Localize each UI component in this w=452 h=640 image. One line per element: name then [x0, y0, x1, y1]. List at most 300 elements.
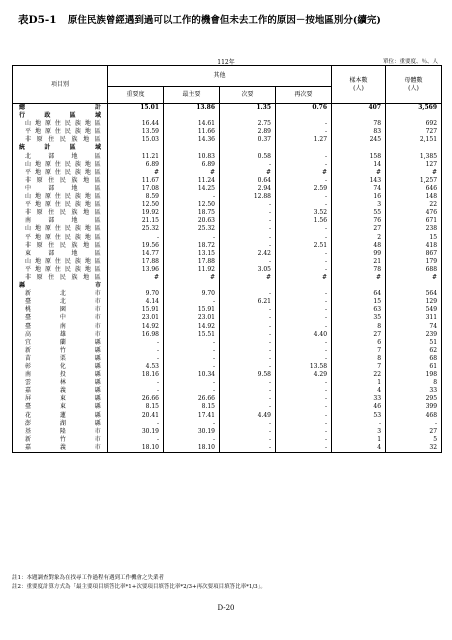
table-row: [13, 250, 442, 258]
row-label: 平地原住民族地區: [13, 169, 108, 177]
table-cell: -: [220, 339, 276, 347]
table-cell: #: [332, 169, 386, 177]
table-cell: 179: [386, 258, 442, 266]
table-cell: 11.24: [164, 177, 220, 185]
table-cell: [108, 282, 164, 290]
row-label: 嘉義縣: [13, 387, 108, 395]
table-cell: 295: [386, 395, 442, 403]
table-cell: 14.92: [108, 323, 164, 331]
table-cell: 8.59: [108, 193, 164, 201]
table-cell: 14.77: [108, 250, 164, 258]
table-cell: 18.16: [108, 371, 164, 379]
table-cell: #: [164, 274, 220, 282]
row-label: 澎湖縣: [13, 420, 108, 428]
table-cell: #: [108, 169, 164, 177]
table-row: [13, 112, 442, 120]
table-row: [13, 242, 442, 250]
table-row: [13, 323, 442, 331]
table-cell: 32: [386, 444, 442, 453]
row-label: 非原住民族地區: [13, 274, 108, 282]
table-cell: [332, 112, 386, 120]
table-cell: 12.50: [108, 201, 164, 209]
table-cell: 12.50: [164, 201, 220, 209]
table-cell: -: [276, 153, 332, 161]
table-cell: -: [220, 428, 276, 436]
table-cell: 18.72: [164, 242, 220, 250]
row-label: 南投縣: [13, 371, 108, 379]
unit-label: 單位：重要度、％、人: [382, 59, 438, 65]
table-cell: 15.01: [108, 104, 164, 113]
table-cell: 143: [332, 177, 386, 185]
table-cell: 4.49: [220, 412, 276, 420]
table-cell: -: [276, 420, 332, 428]
table-cell: -: [220, 444, 276, 453]
table-cell: 14.61: [164, 120, 220, 128]
table-cell: 1,257: [386, 177, 442, 185]
table-cell: 688: [386, 266, 442, 274]
table-cell: 14.36: [164, 136, 220, 144]
table-cell: 25.32: [108, 225, 164, 233]
header-col-importance: 重要度: [108, 87, 164, 104]
table-cell: 53: [332, 412, 386, 420]
table-row: [13, 355, 442, 363]
table-row: [13, 403, 442, 411]
table-cell: -: [164, 379, 220, 387]
table-cell: [164, 282, 220, 290]
table-cell: 867: [386, 250, 442, 258]
table-cell: -: [276, 403, 332, 411]
table-row: [13, 144, 442, 152]
table-cell: -: [332, 420, 386, 428]
table-cell: -: [164, 339, 220, 347]
table-cell: 33: [332, 395, 386, 403]
table-cell: -: [164, 193, 220, 201]
table-cell: 27: [332, 331, 386, 339]
table-cell: 1.35: [220, 104, 276, 113]
table-cell: #: [386, 169, 442, 177]
table-cell: 4.14: [108, 298, 164, 306]
row-label: 東部地區: [13, 250, 108, 258]
row-label: 縣市: [13, 282, 108, 290]
row-label: 雲林縣: [13, 379, 108, 387]
table-cell: 468: [386, 412, 442, 420]
table-row: [13, 161, 442, 169]
table-cell: 26.66: [164, 395, 220, 403]
row-label: 山地原住民族地區: [13, 193, 108, 201]
table-cell: 19.56: [108, 242, 164, 250]
table-cell: -: [276, 161, 332, 169]
table-cell: -: [220, 420, 276, 428]
table-cell: 6.21: [220, 298, 276, 306]
table-cell: 20.41: [108, 412, 164, 420]
table-cell: 1.56: [276, 217, 332, 225]
table-cell: 2: [332, 234, 386, 242]
table-cell: -: [108, 436, 164, 444]
table-row: [13, 104, 442, 113]
row-label: 宜蘭縣: [13, 339, 108, 347]
header-col-tertiary: 再次要: [276, 87, 332, 104]
table-cell: 727: [386, 128, 442, 136]
table-cell: 46: [332, 403, 386, 411]
table-cell: 18.10: [164, 444, 220, 453]
table-cell: 15.51: [164, 331, 220, 339]
row-label: 非原住民族地區: [13, 209, 108, 217]
table-cell: 27: [332, 225, 386, 233]
row-label: 基隆市: [13, 428, 108, 436]
table-cell: -: [220, 436, 276, 444]
row-label: 新竹縣: [13, 347, 108, 355]
row-label: 山地原住民族地區: [13, 225, 108, 233]
table-cell: 18.10: [108, 444, 164, 453]
table-cell: 17.08: [108, 185, 164, 193]
table-cell: 64: [332, 290, 386, 298]
table-cell: -: [220, 290, 276, 298]
table-cell: -: [220, 395, 276, 403]
table-cell: 476: [386, 209, 442, 217]
table-cell: -: [220, 314, 276, 322]
table-cell: 16.44: [108, 120, 164, 128]
table-title: [18, 12, 381, 27]
row-label: 山地原住民族地區: [13, 120, 108, 128]
table-cell: 2.75: [220, 120, 276, 128]
table-cell: -: [276, 428, 332, 436]
row-label: 高雄市: [13, 331, 108, 339]
row-label: 行政區域: [13, 112, 108, 120]
table-cell: -: [164, 298, 220, 306]
row-label: 新竹市: [13, 436, 108, 444]
table-cell: -: [220, 242, 276, 250]
table-row: [13, 331, 442, 339]
table-cell: 20.63: [164, 217, 220, 225]
table-cell: -: [164, 363, 220, 371]
row-label: 平地原住民族地區: [13, 201, 108, 209]
table-cell: [276, 112, 332, 120]
table-cell: 51: [386, 339, 442, 347]
table-cell: 418: [386, 242, 442, 250]
table-row: [13, 185, 442, 193]
table-cell: 4.53: [108, 363, 164, 371]
table-cell: 158: [332, 153, 386, 161]
table-cell: -: [108, 355, 164, 363]
table-cell: -: [276, 395, 332, 403]
row-label: 彰化縣: [13, 363, 108, 371]
table-cell: -: [220, 258, 276, 266]
table-cell: -: [276, 323, 332, 331]
table-row: [13, 266, 442, 274]
row-label: 南部地區: [13, 217, 108, 225]
table-cell: -: [220, 403, 276, 411]
table-cell: -: [276, 298, 332, 306]
table-cell: 3: [332, 201, 386, 209]
table-cell: -: [276, 379, 332, 387]
table-cell: [220, 112, 276, 120]
table-cell: 127: [386, 161, 442, 169]
table-row: [13, 444, 442, 453]
row-label: 山地原住民族地區: [13, 161, 108, 169]
table-cell: 48: [332, 242, 386, 250]
data-table: [12, 65, 442, 453]
footnote-1: 註1：本題調查對象為在找尋工作過程有遇到工作機會之失業者: [12, 575, 165, 581]
table-cell: 8: [332, 355, 386, 363]
table-cell: [220, 282, 276, 290]
table-cell: -: [276, 193, 332, 201]
footnotes: [12, 574, 266, 592]
table-cell: -: [108, 347, 164, 355]
table-cell: [164, 144, 220, 152]
table-cell: [386, 112, 442, 120]
table-cell: 6.89: [108, 161, 164, 169]
row-label: 山地原住民族地區: [13, 258, 108, 266]
table-cell: 4: [332, 444, 386, 453]
table-cell: 27: [386, 428, 442, 436]
table-cell: 16.98: [108, 331, 164, 339]
table-cell: 22: [386, 201, 442, 209]
year-label: 112年: [217, 59, 235, 66]
table-cell: -: [220, 363, 276, 371]
table-cell: 13.59: [108, 128, 164, 136]
table-cell: 83: [332, 128, 386, 136]
table-cell: -: [276, 290, 332, 298]
page-number: D-20: [217, 604, 235, 612]
table-cell: 15: [386, 234, 442, 242]
table-cell: 21.15: [108, 217, 164, 225]
table-cell: 0.76: [276, 104, 332, 113]
table-cell: #: [276, 274, 332, 282]
table-cell: #: [220, 274, 276, 282]
table-cell: 2,151: [386, 136, 442, 144]
table-cell: [108, 144, 164, 152]
table-cell: 692: [386, 120, 442, 128]
table-row: [13, 177, 442, 185]
table-cell: 11.92: [164, 266, 220, 274]
table-cell: 245: [332, 136, 386, 144]
table-cell: -: [108, 379, 164, 387]
row-label: 非原住民族地區: [13, 136, 108, 144]
table-cell: #: [386, 274, 442, 282]
table-cell: -: [276, 177, 332, 185]
row-label: 北部地區: [13, 153, 108, 161]
header-col-primary: 最主要: [164, 87, 220, 104]
table-row: [13, 258, 442, 266]
table-cell: -: [108, 387, 164, 395]
table-cell: -: [164, 436, 220, 444]
table-row: [13, 412, 442, 420]
table-cell: 239: [386, 331, 442, 339]
table-cell: 0.37: [220, 136, 276, 144]
header-sample: 樣本數 (人): [332, 66, 386, 104]
table-cell: 7: [332, 347, 386, 355]
table-cell: 23.01: [164, 314, 220, 322]
row-label: 平地原住民族地區: [13, 266, 108, 274]
table-cell: 2.94: [220, 185, 276, 193]
table-cell: 2.42: [220, 250, 276, 258]
table-cell: -: [276, 436, 332, 444]
table-cell: #: [220, 169, 276, 177]
table-cell: [108, 112, 164, 120]
table-cell: -: [276, 355, 332, 363]
table-row: [13, 201, 442, 209]
row-label: 非原住民族地區: [13, 177, 108, 185]
row-label: 臺中市: [13, 314, 108, 322]
table-cell: 19.92: [108, 209, 164, 217]
row-label: 非原住民族地區: [13, 242, 108, 250]
table-cell: 21: [332, 258, 386, 266]
table-cell: 1.27: [276, 136, 332, 144]
row-label: 花蓮縣: [13, 412, 108, 420]
table-cell: 18.75: [164, 209, 220, 217]
table-cell: -: [276, 314, 332, 322]
table-cell: -: [220, 355, 276, 363]
table-cell: 7: [332, 363, 386, 371]
table-cell: 13.15: [164, 250, 220, 258]
table-cell: [220, 144, 276, 152]
table-cell: #: [276, 169, 332, 177]
table-cell: -: [276, 258, 332, 266]
table-cell: [332, 144, 386, 152]
table-cell: -: [276, 234, 332, 242]
row-label: 臺北市: [13, 298, 108, 306]
row-label: 中部地區: [13, 185, 108, 193]
table-row: [13, 314, 442, 322]
table-cell: 4.40: [276, 331, 332, 339]
table-cell: 15.91: [164, 306, 220, 314]
table-cell: -: [220, 217, 276, 225]
table-cell: 6: [332, 339, 386, 347]
table-cell: 129: [386, 298, 442, 306]
table-cell: 33: [386, 387, 442, 395]
table-cell: -: [164, 234, 220, 242]
table-cell: #: [332, 274, 386, 282]
table-cell: -: [220, 331, 276, 339]
table-cell: 17.88: [164, 258, 220, 266]
table-cell: 564: [386, 290, 442, 298]
table-cell: -: [276, 387, 332, 395]
table-cell: -: [164, 420, 220, 428]
table-cell: [386, 144, 442, 152]
table-row: [13, 274, 442, 282]
table-cell: 3.05: [220, 266, 276, 274]
table-cell: 1: [332, 436, 386, 444]
table-cell: 646: [386, 185, 442, 193]
table-cell: 12.88: [220, 193, 276, 201]
table-cell: -: [276, 225, 332, 233]
table-cell: -: [108, 420, 164, 428]
table-cell: 198: [386, 371, 442, 379]
header-group: 其他: [108, 66, 332, 87]
table-row: [13, 225, 442, 233]
row-label: 總計: [13, 104, 108, 113]
table-cell: 11.21: [108, 153, 164, 161]
row-label: 平地原住民族地區: [13, 234, 108, 242]
table-cell: 3,569: [386, 104, 442, 113]
table-cell: -: [220, 209, 276, 217]
row-label: 新北市: [13, 290, 108, 298]
footnote-2: 註2：重要度計算方式為「最主要項目填答比率*1+次要項目填答比率*2/3+再次要項目填答比率*1/3」。: [12, 584, 266, 590]
table-cell: 2.89: [220, 128, 276, 136]
table-cell: 26.66: [108, 395, 164, 403]
table-row: [13, 193, 442, 201]
table-cell: [332, 282, 386, 290]
header-item: 項目別: [13, 66, 108, 104]
row-label: 嘉義市: [13, 444, 108, 453]
table-cell: 14.25: [164, 185, 220, 193]
table-cell: -: [220, 347, 276, 355]
table-cell: 8: [332, 323, 386, 331]
table-cell: 11.66: [164, 128, 220, 136]
table-cell: -: [276, 201, 332, 209]
table-body: [13, 104, 442, 453]
table-cell: 74: [332, 185, 386, 193]
table-cell: 15.91: [108, 306, 164, 314]
table-cell: [164, 112, 220, 120]
table-cell: #: [164, 169, 220, 177]
table-cell: 61: [386, 363, 442, 371]
table-cell: 22: [332, 371, 386, 379]
table-cell: 8: [386, 379, 442, 387]
table-cell: -: [220, 161, 276, 169]
table-row: [13, 282, 442, 290]
table-cell: -: [276, 339, 332, 347]
table-cell: 99: [332, 250, 386, 258]
table-cell: 4: [332, 387, 386, 395]
table-cell: 1,385: [386, 153, 442, 161]
table-cell: 0.64: [220, 177, 276, 185]
table-cell: 15: [332, 298, 386, 306]
table-cell: 8.15: [164, 403, 220, 411]
table-cell: 9.70: [164, 290, 220, 298]
table-cell: 25.32: [164, 225, 220, 233]
table-row: [13, 169, 442, 177]
table-cell: 63: [332, 306, 386, 314]
table-code: 表D5-1: [18, 14, 57, 26]
table-title-text: 原住民族曾經遇到過可以工作的機會但未去工作的原因－按地區別分(續完): [67, 15, 381, 26]
table-row: [13, 363, 442, 371]
table-cell: 35: [332, 314, 386, 322]
table-cell: -: [220, 306, 276, 314]
table-cell: 55: [332, 209, 386, 217]
table-cell: -: [220, 387, 276, 395]
table-cell: 6.89: [164, 161, 220, 169]
table-cell: 2.51: [276, 242, 332, 250]
table-row: [13, 339, 442, 347]
table-cell: 10.34: [164, 371, 220, 379]
table-cell: 9.58: [220, 371, 276, 379]
table-cell: -: [276, 250, 332, 258]
table-cell: [276, 282, 332, 290]
table-cell: -: [276, 306, 332, 314]
table-cell: 1: [332, 379, 386, 387]
table-cell: 407: [332, 104, 386, 113]
table-cell: 11.67: [108, 177, 164, 185]
table-cell: 8.15: [108, 403, 164, 411]
table-cell: 399: [386, 403, 442, 411]
row-label: 統計區域: [13, 144, 108, 152]
table-cell: 148: [386, 193, 442, 201]
table-cell: 5: [386, 436, 442, 444]
table-cell: 238: [386, 225, 442, 233]
row-label: 平地原住民族地區: [13, 128, 108, 136]
table-cell: 671: [386, 217, 442, 225]
table-cell: 74: [386, 323, 442, 331]
table-cell: 549: [386, 306, 442, 314]
table-cell: 2.59: [276, 185, 332, 193]
table-cell: 3.52: [276, 209, 332, 217]
table-cell: -: [108, 234, 164, 242]
table-row: [13, 347, 442, 355]
table-cell: 13.58: [276, 363, 332, 371]
header-weighted: 母體數 (人): [386, 66, 442, 104]
row-label: 桃園市: [13, 306, 108, 314]
